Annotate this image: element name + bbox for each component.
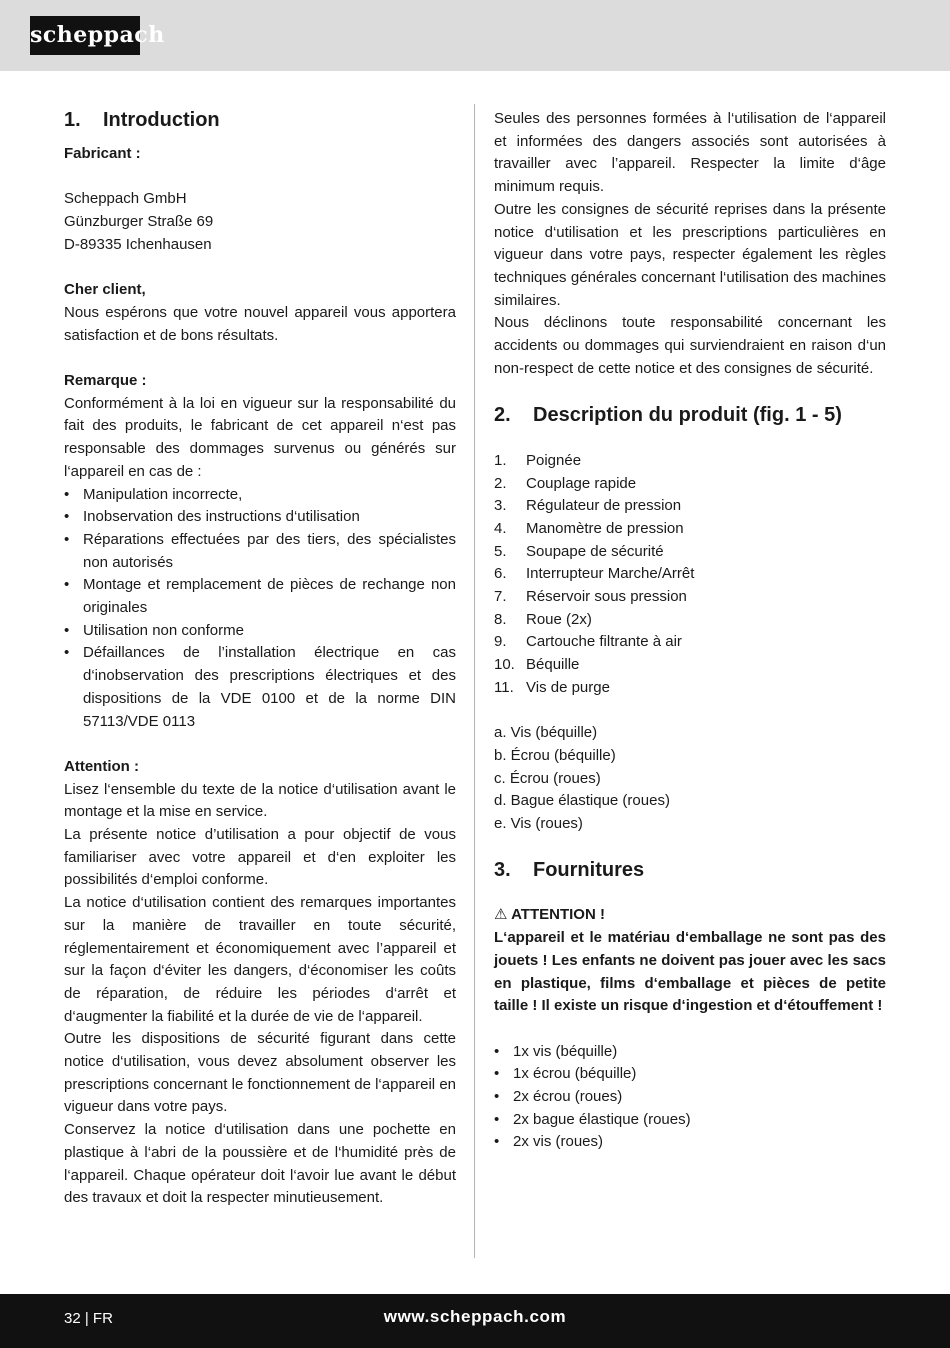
list-item: • Réparations effectuées par des tiers, des spécialistes non autorisés [64, 529, 456, 574]
attention-paragraph: La présente notice d’utilisation a pour objectif de vous familiariser avec votre appareil et d‘en exploiter les possibilités d‘emploi conforme. [64, 826, 456, 889]
warning-text: L‘appareil et le matériau d‘emballage ne sont pas des jouets ! Les enfants ne doivent pas jouer avec les sacs en plastique, films d‘emballage et pièces de petite taille ! Il existe un risque d‘ingestion et d‘étouffement ! [494, 929, 886, 1015]
section-1-heading [64, 108, 456, 132]
list-item [494, 631, 886, 654]
section-3-heading [494, 858, 886, 882]
list-item: a. Vis (béquille) [494, 724, 598, 742]
item-label: Cartouche filtrante à air [526, 633, 682, 651]
liability-list [64, 484, 456, 734]
item-number: 1. [494, 451, 507, 469]
list-item [494, 586, 886, 609]
section-2-title: Description du produit (fig. 1 - 5) [533, 404, 842, 427]
item-number: 9. [494, 633, 507, 651]
address-line: Günzburger Straße 69 [64, 213, 214, 231]
list-item: e. Vis (roues) [494, 815, 583, 833]
list-item: • 2x écrou (roues) [494, 1086, 886, 1109]
right-column [494, 108, 886, 1154]
list-item [494, 495, 886, 518]
lettered-parts-list [494, 722, 886, 836]
item-number: 7. [494, 588, 507, 606]
item-number: 11. [494, 678, 514, 696]
attention-paragraph: Conservez la notice d‘utilisation dans une pochette en plastique à l‘abri de la poussière et de l‘humidité près de l‘appareil. Chaque opérateur doit l‘avoir lue avant le début des travaux et doit la respecter minutieusement. [64, 1121, 456, 1207]
manufacturer-label: Fabricant : [64, 145, 141, 162]
warning-heading [494, 904, 886, 927]
list-item: • Inobservation des instructions d‘utilisation [64, 506, 456, 529]
list-item: • 2x vis (roues) [494, 1131, 886, 1154]
list-item [494, 473, 886, 496]
warning-label: ATTENTION ! [511, 906, 605, 924]
list-item [494, 654, 886, 677]
list-item: c. Écrou (roues) [494, 769, 601, 787]
item-label: Réservoir sous pression [526, 588, 687, 606]
supplies-list [494, 1041, 886, 1155]
safety-paragraph: Outre les consignes de sécurité reprises dans la présente notice d‘utilisation et les prescriptions particulières en vigueur dans votre pays, respecter également les règles techniques générales concernant l‘utilisation des machines similaires. [494, 200, 886, 309]
item-number: 2. [494, 474, 507, 492]
address-line: Scheppach GmbH [64, 190, 187, 208]
list-item: d. Bague élastique (roues) [494, 792, 670, 810]
item-label: Poignée [526, 451, 582, 469]
list-item: • Défaillances de l’installation électrique en cas d‘inobservation des prescriptions électriques et des dispositions de la VDE 0100 et de la norme DIN 57113/VDE 0113 [64, 642, 456, 733]
attention-paragraph: Lisez l‘ensemble du texte de la notice d‘utilisation avant le montage et la mise en service. [64, 780, 456, 821]
item-number: 5. [494, 542, 507, 560]
item-label: Roue (2x) [526, 610, 592, 628]
item-number: 6. [494, 565, 507, 583]
column-divider [474, 104, 475, 1258]
list-item [494, 518, 886, 541]
item-number: 3. [494, 497, 507, 515]
page-number: 32 | FR [64, 1310, 113, 1327]
list-item [494, 609, 886, 632]
item-label: Béquille [526, 656, 580, 674]
section-2-number: 2. [494, 404, 511, 427]
parts-list [494, 450, 886, 700]
list-item [494, 677, 886, 700]
section-2-heading [494, 403, 886, 427]
warning-triangle-icon: ⚠ [494, 906, 508, 924]
note-label: Remarque : [64, 371, 147, 389]
safety-paragraph: Nous déclinons toute responsabilité concernant les accidents ou dommages qui surviendraient en raison d‘un non-respect de cette notice et des consignes de sécurité. [494, 314, 886, 377]
page-footer [0, 1294, 950, 1348]
list-item [494, 450, 886, 473]
item-label: Régulateur de pression [526, 497, 682, 515]
list-item: • 1x vis (béquille) [494, 1041, 886, 1064]
list-item: • 1x écrou (béquille) [494, 1063, 886, 1086]
dear-customer-text: Nous espérons que votre nouvel appareil vous apportera satisfaction et de bons résultats. [64, 303, 456, 344]
left-column [64, 108, 456, 1210]
section-1-number: 1. [64, 109, 81, 131]
dear-customer-heading: Cher client, [64, 281, 146, 299]
attention-paragraph: La notice d‘utilisation contient des remarques importantes sur la manière de travailler en toute sécurité, réglementairement et économiquement avec l’appareil et sur la façon d‘éviter les dangers, d‘économiser les coûts de réparation, de réduire les périodes d‘arrêt et d‘augmenter la fiabilité et la durée de vie de l‘appareil. [64, 894, 456, 1025]
page-header [0, 0, 950, 71]
section-3-number: 3. [494, 858, 511, 881]
item-label: Couplage rapide [526, 474, 637, 492]
item-label: Interrupteur Marche/Arrêt [526, 565, 695, 583]
item-label: Vis de purge [526, 678, 610, 696]
list-item: • Manipulation incorrecte, [64, 484, 456, 507]
address-line: D-89335 Ichenhausen [64, 235, 212, 253]
attention-label: Attention : [64, 757, 139, 775]
website-link[interactable]: www.scheppach.com [383, 1307, 567, 1326]
section-1-title: Introduction [103, 109, 220, 131]
item-label: Manomètre de pression [526, 519, 684, 537]
item-label: Soupape de sécurité [526, 542, 664, 560]
list-item: • 2x bague élastique (roues) [494, 1109, 886, 1132]
list-item [494, 541, 886, 564]
attention-paragraph: Outre les dispositions de sécurité figurant dans cette notice d‘utilisation, vous devez absolument observer les prescriptions concernant le fonctionnement de l‘appareil en vigueur dans votre pays. [64, 1030, 456, 1116]
list-item: • Montage et remplacement de pièces de rechange non originales [64, 574, 456, 619]
item-number: 4. [494, 519, 507, 537]
safety-paragraph: Seules des personnes formées à l‘utilisation de l‘appareil et informées des dangers associés sont autorisées à travailler avec l’appareil. Respecter la limite d‘âge minimum requis. [494, 110, 886, 196]
section-3-title: Fournitures [533, 858, 645, 881]
list-item: b. Écrou (béquille) [494, 746, 616, 764]
list-item [494, 563, 886, 586]
item-number: 8. [494, 610, 507, 628]
list-item: • Utilisation non conforme [64, 620, 456, 643]
note-text: Conformément à la loi en vigueur sur la responsabilité du fait des produits, le fabricant de cet appareil n‘est pas responsable des dommages survenus ou générés sur l‘appareil en cas de : [64, 394, 456, 480]
item-number: 10. [494, 656, 515, 674]
scheppach-logo: scheppach [30, 16, 140, 55]
